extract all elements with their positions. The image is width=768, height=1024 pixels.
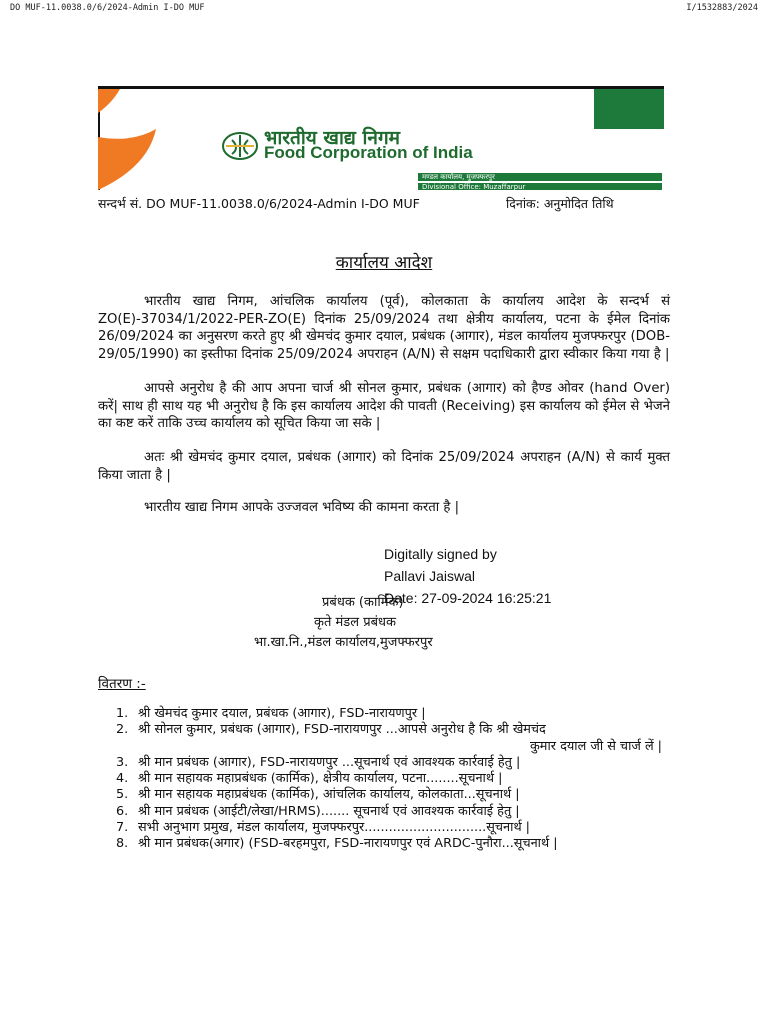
digital-signature-name: Pallavi Jaiswal	[384, 568, 476, 584]
list-item-number: 2.	[116, 722, 129, 738]
distribution-list	[110, 706, 670, 853]
paragraph-1	[98, 293, 670, 363]
page-title: कार्यालय आदेश	[335, 253, 433, 273]
document-header-ref: DO MUF-11.0038.0/6/2024-Admin I-DO MUF	[10, 3, 205, 13]
list-item-text: श्री मान प्रबंधक (आईटी/लेखा/HRMS)....... सूचनार्थ एवं आवश्यक कार्रवाई हेतु |	[138, 803, 520, 819]
list-item-number: 8.	[116, 836, 129, 852]
paragraph-3	[98, 449, 670, 484]
paragraph-4-text: भारतीय खाद्य निगम आपके उज्जवल भविष्य की कामना करता है |	[144, 500, 460, 515]
signatory-on-behalf: कृते मंडल प्रबंधक	[314, 615, 397, 630]
signatory-designation: प्रबंधक (कार्मिक)	[322, 595, 404, 610]
list-item	[110, 836, 670, 852]
office-name-english: Divisional Office: Muzaffarpur	[418, 183, 662, 190]
list-item-number: 4.	[116, 771, 129, 787]
paragraph-1-text: भारतीय खाद्य निगम, आंचलिक कार्यालय (पूर्व), कोलकाता के कार्यालय आदेश के सन्दर्भ सं ZO(E)-37034/1/2022-PER-ZO(E) दिनांक 25/09/2024 तथा क्षेत्रीय कार्यालय, पटना के ईमेल दिनांक 26/09/2024 का अनुसरण करते हुए श्री खेमचंद कुमार दयाल, प्रबंधक (आगार), मंडल कार्यालय मुजफ्फरपुर (DOB-29/05/1990) का इस्तीफा दिनांक 25/09/2024 अपराहन (A/N) से सक्षम पदाधिकारी द्वारा स्वीकार किया गया है |	[98, 294, 670, 362]
list-item	[110, 706, 670, 722]
fci-emblem-icon	[220, 130, 260, 162]
list-item-continuation: कुमार दयाल जी से चार्ज लें |	[529, 738, 662, 754]
letterhead-banner	[98, 86, 664, 190]
list-item-number: 3.	[116, 754, 129, 770]
signatory-office: भा.खा.नि.,मंडल कार्यालय,मुजफ्फरपुर	[254, 635, 433, 650]
list-item	[110, 722, 670, 755]
list-item-number: 6.	[116, 803, 129, 819]
list-item	[110, 804, 670, 820]
reference-number: सन्दर्भ सं. DO MUF-11.0038.0/6/2024-Admin I-DO MUF	[98, 196, 420, 211]
distribution-heading: वितरण :-	[98, 676, 146, 692]
letterhead-english-name: Food Corporation of India	[264, 143, 473, 162]
list-item-number: 5.	[116, 787, 129, 803]
list-item-text: श्री मान प्रबंधक(अगार) (FSD-बरहमपुरा, FSD-नारायणपुर एवं ARDC-पुनौरा...सूचनार्थ |	[138, 836, 558, 852]
banner-top-border	[98, 86, 664, 89]
list-item-text: श्री मान सहायक महाप्रबंधक (कार्मिक), क्षेत्रीय कार्यालय, पटना........सूचनार्थ |	[138, 771, 503, 787]
office-name-hindi: मण्डल कार्यालय, मुजफ्फरपुर	[418, 173, 662, 181]
list-item-text: श्री खेमचंद कुमार दयाल, प्रबंधक (आगार), FSD-नारायणपुर |	[138, 706, 426, 721]
digital-signature-date: Date: 27-09-2024 16:25:21	[384, 590, 552, 606]
list-item-text: सभी अनुभाग प्रमुख, मंडल कार्यालय, मुजफ्फरपुर..............................सूचनार्थ |	[138, 820, 530, 836]
paragraph-4	[98, 499, 670, 517]
reference-date: दिनांक: अनुमोदित तिथि	[506, 196, 614, 211]
banner-green-block	[594, 89, 664, 129]
list-item	[110, 755, 670, 771]
document-header-id: I/1532883/2024	[686, 3, 758, 13]
list-item	[110, 787, 670, 803]
orange-arc-icon	[98, 89, 158, 190]
list-item	[110, 771, 670, 787]
list-item-text: श्री सोनल कुमार, प्रबंधक (आगार), FSD-नारायणपुर ...आपसे अनुरोध है कि श्री खेमचंद	[138, 722, 546, 738]
paragraph-3-text: अतः श्री खेमचंद कुमार दयाल, प्रबंधक (आगार) को दिनांक 25/09/2024 अपराहन (A/N) से कार्य मुक्त किया जाता है |	[98, 450, 670, 483]
list-item-text: श्री मान प्रबंधक (आगार), FSD-नारायणपुर ...सूचनार्थ एवं आवश्यक कार्रवाई हेतु |	[138, 754, 521, 770]
digital-signature-label: Digitally signed by	[384, 546, 497, 562]
list-item-text: श्री मान सहायक महाप्रबंधक (कार्मिक), आंचलिक कार्यालय, कोलकाता...सूचनार्थ |	[138, 787, 520, 803]
list-item-number: 7.	[116, 820, 129, 836]
paragraph-2-text: आपसे अनुरोध है की आप अपना चार्ज श्री सोनल कुमार, प्रबंधक (आगार) को हैण्ड ओवर (hand Over) करें| साथ ही साथ यह भी अनुरोध है कि इस कार्यालय आदेश की पावती (Receiving) इस कार्यालय को ईमेल से भेजने का कष्ट करें ताकि उच्च कार्यालय को सूचित किया जा सके |	[98, 381, 670, 432]
list-item	[110, 820, 670, 836]
letterhead-hindi-name: भारतीय खाद्य निगम	[264, 127, 401, 149]
list-item-number: 1.	[116, 706, 129, 721]
paragraph-2	[98, 380, 670, 433]
